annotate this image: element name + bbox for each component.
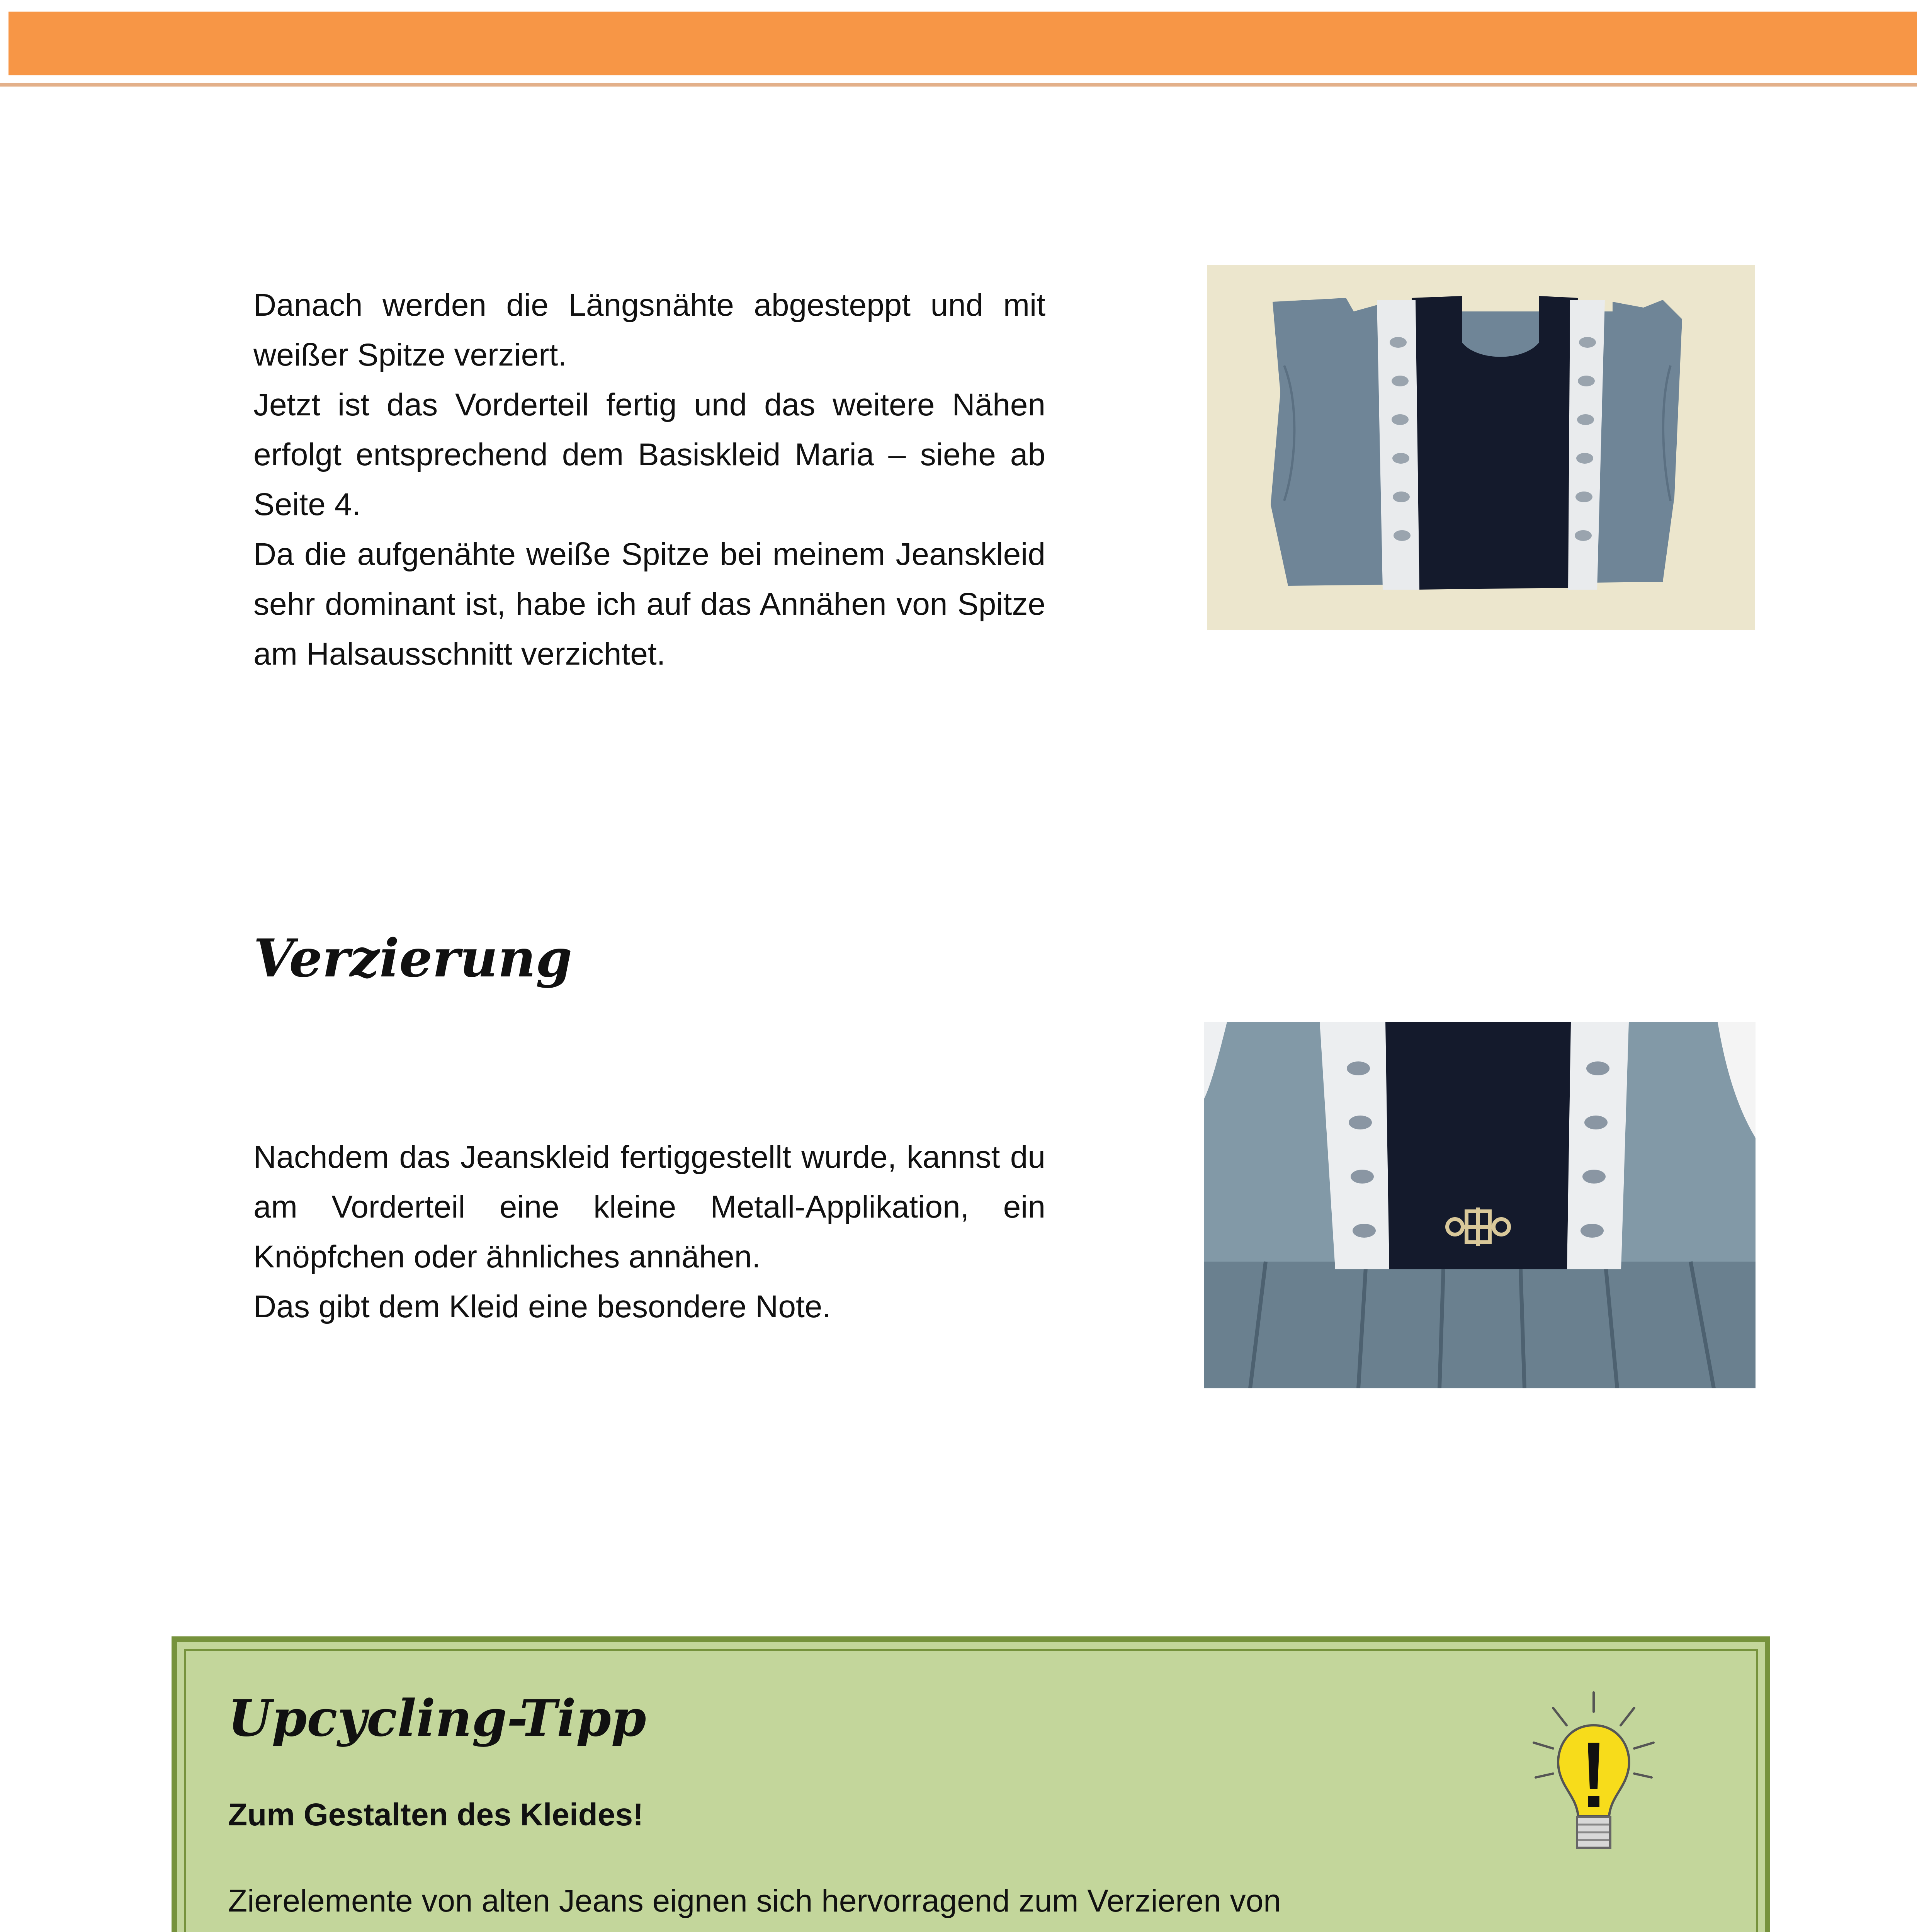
tip-title: Upcycling-Tipp: [228, 1689, 646, 1748]
bodice-photo: [1207, 265, 1755, 630]
section1-paragraph-1: Danach werden die Längsnähte abgesteppt und mit weißer Spitze verziert.: [253, 287, 1045, 372]
section2-text: [253, 1132, 1045, 1332]
header-accent-bar: [8, 12, 1917, 75]
tip-line-1: Zierelemente von alten Jeans eignen sich hervorragend zum Verzieren von: [228, 1883, 1281, 1918]
section1-paragraph-2: Jetzt ist das Vorderteil fertig und das weitere Nähen erfolgt entsprechend dem Basiskleid Maria – siehe ab Seite 4.: [253, 387, 1045, 522]
section1-paragraph-3: Da die aufgenähte weiße Spitze bei meinem Jeanskleid sehr dominant ist, habe ich auf das Annähen von Spitze am Halsausschnitt verzichtet.: [253, 537, 1045, 672]
tip-line-2: [228, 1926, 1580, 1932]
header-rule: [0, 83, 1917, 87]
tip-text: [228, 1876, 1580, 1932]
tip-subtitle: Zum Gestalten des Kleides!: [228, 1797, 644, 1832]
section2-heading: Verzierung: [253, 927, 573, 989]
section1-text: [253, 280, 1045, 679]
lightbulb-exclamation-icon: [1530, 1689, 1657, 1866]
section2-paragraph-1: Nachdem das Jeanskleid fertiggestellt wurde, kannst du am Vorderteil eine kleine Metall-Applikation, ein Knöpfchen oder ähnliches annähen.: [253, 1139, 1045, 1274]
dress-detail-photo: [1204, 1022, 1756, 1388]
section2-paragraph-2: Das gibt dem Kleid eine besondere Note.: [253, 1289, 831, 1324]
